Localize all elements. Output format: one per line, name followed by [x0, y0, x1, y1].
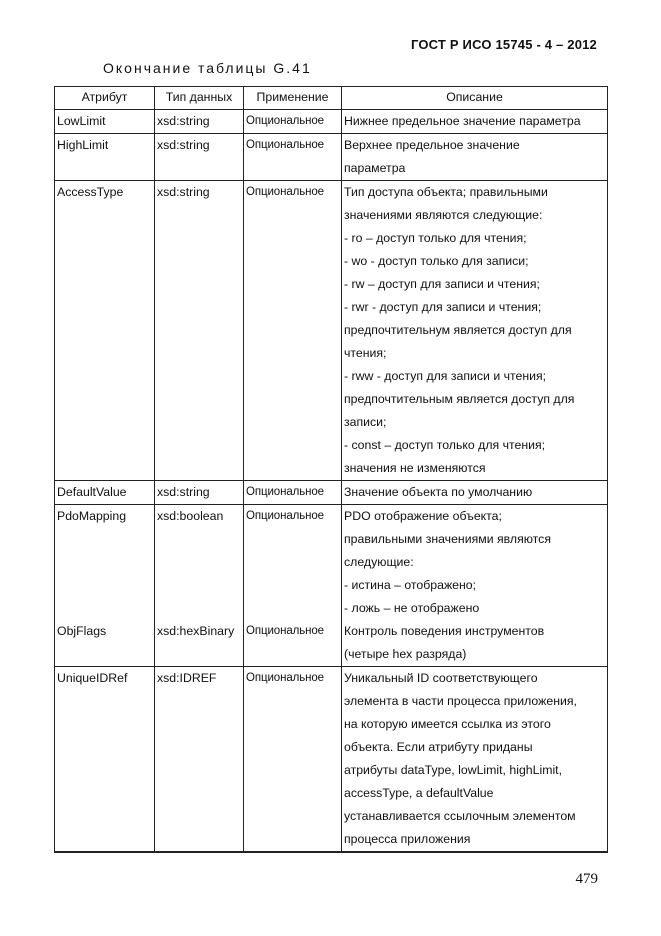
usage-value: Опциональное — [246, 625, 324, 637]
description-line: параметра — [344, 161, 406, 175]
description-line: значения не изменяются — [344, 461, 486, 475]
table-row — [55, 667, 608, 853]
description-line: значениями являются следующие: — [344, 208, 543, 222]
description-line: PDO отображение объекта; — [344, 509, 502, 523]
table-row — [55, 505, 608, 667]
description-line: - ложь – не отображено — [344, 601, 480, 615]
description-line: следующие: — [344, 555, 414, 569]
attribute-cell: HighLimit — [55, 134, 155, 181]
description-line: - const – доступ только для чтения; — [344, 438, 546, 452]
description-line: accessType, а defaultValue — [344, 786, 494, 800]
description-cell — [342, 110, 608, 134]
description-line: - ro – доступ только для чтения; — [344, 231, 527, 245]
description-line: Уникальный ID соответствующего — [344, 671, 538, 685]
description-line: - rww - доступ для записи и чтения; — [344, 369, 547, 383]
type-cell: xsd:string — [155, 481, 244, 505]
attribute-cell: DefaultValue — [55, 481, 155, 505]
description-line: - wo - доступ только для записи; — [344, 254, 529, 268]
standard-header: ГОСТ Р ИСО 15745 - 4 – 2012 — [410, 37, 597, 52]
table-row — [55, 481, 608, 505]
description-line: чтения; — [344, 346, 387, 360]
attribute-cell: UniqueIDRef — [55, 667, 155, 853]
description-line: (четыре hex разряда) — [344, 647, 467, 661]
description-cell — [342, 134, 608, 181]
description-cell — [342, 667, 608, 853]
description-line: Тип доступа объекта; правильными — [344, 185, 548, 199]
description-line: Контроль поведения инструментов — [344, 624, 545, 638]
usage-cell — [244, 505, 342, 667]
usage-value: Опциональное — [246, 510, 324, 522]
description-line: предпочтительнум является доступ для — [344, 323, 572, 337]
description-line: Верхнее предельное значение — [344, 138, 520, 152]
table-caption: Окончание таблицы G.41 — [103, 60, 312, 76]
usage-cell: Опциональное — [244, 110, 342, 134]
description-cell — [342, 505, 608, 667]
attribute-cell: LowLimit — [55, 110, 155, 134]
description-line: Нижнее предельное значение параметра — [344, 114, 581, 128]
description-line: элемента в части процесса приложения, — [344, 694, 577, 708]
attribute-name: PdoMapping — [57, 509, 127, 523]
type-cell: xsd:string — [155, 110, 244, 134]
type-cell: xsd:IDREF — [155, 667, 244, 853]
type-cell — [155, 505, 244, 667]
type-cell: xsd:string — [155, 134, 244, 181]
description-line: правильными значениями являются — [344, 532, 551, 546]
description-line: атрибуты dataType, lowLimit, highLimit, — [344, 763, 563, 777]
type-value: xsd:hexBinary — [157, 624, 235, 638]
usage-cell: Опциональное — [244, 667, 342, 853]
description-line: объекта. Если атрибуту приданы — [344, 740, 533, 754]
table-row — [55, 110, 608, 134]
description-line: - rw – доступ для записи и чтения; — [344, 277, 540, 291]
attributes-table — [54, 86, 608, 853]
description-line: - rwr - доступ для записи и чтения; — [344, 300, 542, 314]
table-row — [55, 181, 608, 481]
usage-cell: Опциональное — [244, 181, 342, 481]
table-row — [55, 134, 608, 181]
attribute-name: ObjFlags — [57, 624, 107, 638]
usage-cell: Опциональное — [244, 134, 342, 181]
column-header-usage: Применение — [244, 87, 342, 110]
column-header-type: Тип данных — [155, 87, 244, 110]
page-number: 479 — [575, 871, 598, 887]
description-line: - истина – отображено; — [344, 578, 477, 592]
attribute-cell: AccessType — [55, 181, 155, 481]
description-line: Значение объекта по умолчанию — [344, 485, 533, 499]
description-line: на которую имеется ссылка из этого — [344, 717, 551, 731]
attribute-cell — [55, 505, 155, 667]
table-header-row — [55, 87, 608, 110]
description-line: предпочтительным является доступ для — [344, 392, 575, 406]
type-cell: xsd:string — [155, 181, 244, 481]
type-value: xsd:boolean — [157, 509, 224, 523]
description-line: записи; — [344, 415, 387, 429]
description-cell — [342, 481, 608, 505]
usage-cell: Опциональное — [244, 481, 342, 505]
column-header-attribute: Атрибут — [55, 87, 155, 110]
description-line: процесса приложения — [344, 832, 471, 846]
description-line: устанавливается ссылочным элементом — [344, 809, 576, 823]
column-header-description: Описание — [342, 87, 608, 110]
description-cell — [342, 181, 608, 481]
